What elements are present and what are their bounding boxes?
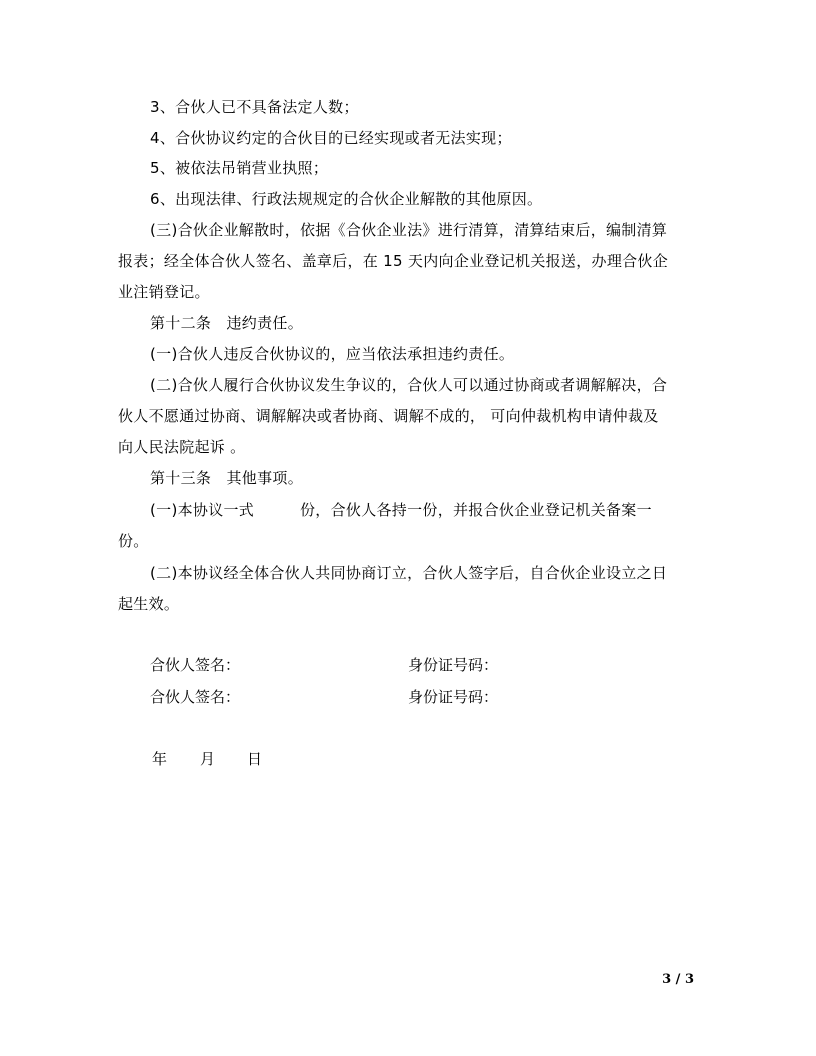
clause-line: 4、合伙协议约定的合伙目的已经实现或者无法实现； <box>150 129 512 147</box>
signature-label: 合伙人签名： <box>150 656 241 674</box>
paragraph-line: (一)本协议一式 份，合伙人各持一份，并报合伙企业登记机关备案一 <box>150 501 652 519</box>
clause-line: 5、被依法吊销营业执照； <box>150 159 329 177</box>
paragraph-line: (一)合伙人违反合伙协议的，应当依法承担违约责任。 <box>150 345 515 363</box>
signature-label: 合伙人签名： <box>150 688 241 706</box>
clause-line: 6、出现法律、行政法规规定的合伙企业解散的其他原因。 <box>150 190 543 208</box>
date-month: 月 <box>200 750 216 768</box>
clause-line: 3、合伙人已不具备法定人数； <box>150 98 359 116</box>
page-number: 3 / 3 <box>662 972 694 987</box>
id-number-label: 身份证号码： <box>408 688 499 706</box>
id-number-label: 身份证号码： <box>408 656 499 674</box>
paragraph-line: (二)本协议经全体合伙人共同协商订立，合伙人签字后，自合伙企业设立之日 <box>150 564 668 582</box>
date-year: 年 <box>152 750 168 768</box>
paragraph-line: (三)合伙企业解散时，依据《合伙企业法》进行清算，清算结束后，编制清算 <box>150 221 668 239</box>
date-day: 日 <box>247 750 263 768</box>
article-heading: 第十二条 违约责任。 <box>150 314 304 332</box>
paragraph-line: 报表；经全体合伙人签名、盖章后，在 15 天内向企业登记机关报送，办理合伙企 <box>118 252 669 270</box>
paragraph-line: 向人民法院起诉 。 <box>118 438 246 456</box>
paragraph-line: 起生效。 <box>118 595 180 613</box>
article-heading: 第十三条 其他事项。 <box>150 469 304 487</box>
paragraph-line: 业注销登记。 <box>118 283 210 301</box>
paragraph-line: 份。 <box>118 532 149 550</box>
paragraph-line: (二)合伙人履行合伙协议发生争议的，合伙人可以通过协商或者调解解决，合 <box>150 376 668 394</box>
paragraph-line: 伙人不愿通过协商、调解解决或者协商、调解不成的， 可向仲裁机构申请仲裁及 <box>118 407 659 425</box>
